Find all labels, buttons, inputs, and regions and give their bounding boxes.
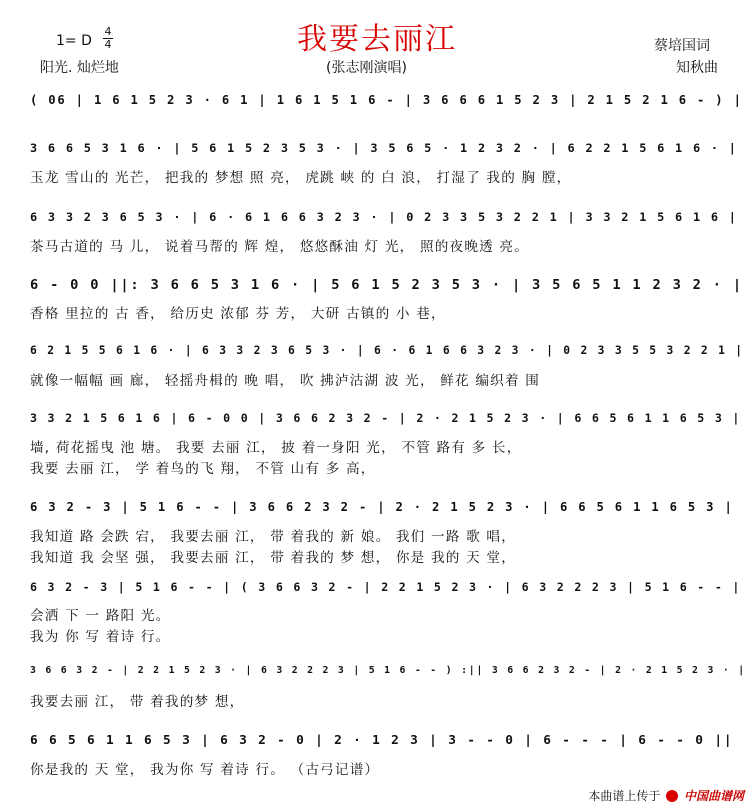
score-row-6-music: 3 3 2 1 5 6 1 6 | 6 - 0 0 | 3 6 6 2 3 2 - | 2 · 2 1 5 2 3 · | 6 6 5 6 1 1 6 5 3 | (30, 411, 742, 425)
page-title: 我要去丽江 (297, 22, 457, 57)
score-row-9-lyric-1: 我要去丽 江， 带 着我的梦 想， (30, 694, 245, 710)
score-row-3-music: 6 3 3 2 3 6 5 3 · | 6 · 6 1 6 6 3 2 3 · | 0 2 3 3 5 3 2 2 1 | 3 3 2 1 5 6 1 6 | (30, 210, 738, 224)
score-row-5-lyric-1: 就像一幅幅 画 廊， 轻摇舟楫的 晚 唱， 吹 拂泸沽湖 波 光， 鲜花 编织着 围 (30, 373, 541, 389)
score-row-8-lyric-2: 我为 你 写 着诗 行。 (30, 629, 171, 645)
score-row-1-music: ( 06 | 1 6 1 5 2 3 · 6 1 | 1 6 1 5 1 6 - | 3 6 6 6 1 5 2 3 | 2 1 5 2 1 6 - ) | (30, 93, 743, 107)
composer-label: 知秋曲 (676, 60, 718, 76)
score-row-4-music: 6 - 0 0 ||: 3 6 6 5 3 1 6 · | 5 6 1 5 2 3 5 3 · | 3 5 6 5 1 1 2 3 2 · | (30, 277, 743, 293)
time-signature (103, 27, 113, 50)
site-name: 中国曲谱网 (683, 789, 744, 803)
singer-label: (张志刚演唱) (326, 60, 407, 76)
meter-bottom: 4 (104, 38, 112, 51)
key-signature: 1= D (56, 33, 92, 49)
album-label: 阳光. 灿烂地 (40, 60, 119, 76)
meter-top: 4 (104, 25, 112, 38)
score-row-10-music: 6 6 5 6 1 1 6 5 3 | 6 3 2 - 0 | 2 · 1 2 3 | 3 - - 0 | 6 - - - | 6 - - 0 || (30, 733, 734, 748)
score-row-9-music: 3 6 6 3 2 - | 2 2 1 5 2 3 · | 6 3 2 2 2 3 | 5 1 6 - - ) :|| 3 6 6 2 3 2 - | 2 · 2 1 5 2 3 · | (30, 665, 746, 676)
score-row-2-music: 3 6 6 5 3 1 6 · | 5 6 1 5 2 3 5 3 · | 3 5 6 5 · 1 2 3 2 · | 6 2 2 1 5 6 1 6 · | (30, 141, 738, 155)
score-row-8-lyric-1: 会洒 下 一 路阳 光。 (30, 608, 171, 624)
score-row-2-lyric-1: 玉龙 雪山的 光芒， 把我的 梦想 照 亮， 虎跳 峡 的 白 浪， 打湿了 我的 胸 膛， (30, 170, 572, 186)
score-row-8-music: 6 3 2 - 3 | 5 1 6 - - | ( 3 6 6 3 2 - | 2 2 1 5 2 3 · | 6 3 2 2 2 3 | 5 1 6 - - | (30, 580, 742, 594)
site-logo-icon (666, 790, 678, 802)
score-row-7-music: 6 3 2 - 3 | 5 1 6 - - | 3 6 6 2 3 2 - | 2 · 2 1 5 2 3 · | 6 6 5 6 1 1 6 5 3 | (30, 500, 734, 514)
score-row-6-lyric-2: 我要 去丽 江， 学 着鸟的飞 翔， 不管 山有 多 高， (30, 461, 376, 477)
score-row-3-lyric-1: 茶马古道的 马 儿， 说着马帮的 辉 煌， 悠悠酥油 灯 光， 照的夜晚透 亮。 (30, 239, 530, 255)
lyricist-label: 蔡培国词 (654, 38, 710, 54)
score-row-10-lyric-1: 你是我的 天 堂， 我为你 写 着诗 行。 （古弓记谱） (30, 762, 380, 778)
score-row-4-lyric-1: 香格 里拉的 古 香， 给历史 浓郁 芬 芳， 大研 古镇的 小 巷， (30, 306, 446, 322)
score-row-7-lyric-2: 我知道 我 会坚 强， 我要去丽 江， 带 着我的 梦 想， 你是 我的 天 堂， (30, 550, 516, 566)
score-row-5-music: 6 2 1 5 5 6 1 6 · | 6 3 3 2 3 6 5 3 · | 6 · 6 1 6 6 3 2 3 · | 0 2 3 3 5 5 3 2 2 1 | (30, 344, 744, 357)
score-row-7-lyric-1: 我知道 路 会跌 宕， 我要去丽 江， 带 着我的 新 娘。 我们 一路 歌 唱， (30, 529, 516, 545)
upload-footer (588, 787, 744, 804)
score-row-6-lyric-1: 墙, 荷花摇曳 池 塘。 我要 去丽 江， 披 着一身阳 光， 不管 路有 多 长， (30, 440, 522, 456)
upload-text: 本曲谱上传于 (588, 789, 661, 803)
